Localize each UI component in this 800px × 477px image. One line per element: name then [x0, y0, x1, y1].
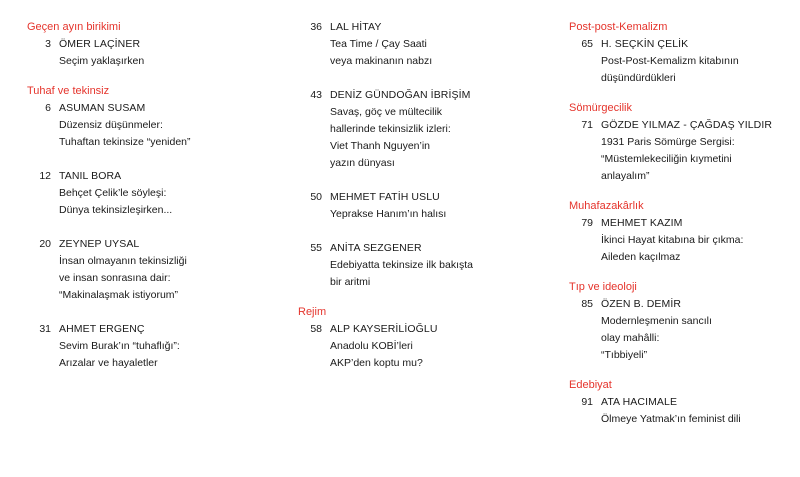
- page-number: 3: [45, 38, 51, 50]
- article-title-line: “Makinalaşmak istiyorum”: [59, 289, 179, 301]
- entry-header: [298, 321, 538, 338]
- article-title-line: Tea Time / Çay Saati: [330, 38, 427, 50]
- section-title: Geçen ayın birikimi: [27, 21, 121, 33]
- toc-entry[interactable]: [27, 100, 257, 151]
- toc-section: [298, 19, 538, 291]
- author-name: ASUMAN SUSAM: [59, 102, 146, 114]
- page-number: 55: [310, 242, 322, 254]
- article-title-line: Edebiyatta tekinsize ilk bakışta: [330, 259, 473, 271]
- page-number: 71: [581, 119, 593, 131]
- toc-entry[interactable]: [27, 36, 257, 70]
- section-title: Rejim: [298, 306, 327, 318]
- article-title-line: Anadolu KOBİ’leri: [330, 340, 413, 352]
- toc-entry[interactable]: [298, 321, 538, 372]
- toc-column-3: [569, 19, 794, 441]
- page-number: 36: [310, 21, 322, 33]
- page-number: 65: [581, 38, 593, 50]
- article-title-line: Arızalar ve hayaletler: [59, 357, 158, 369]
- section-title: Tuhaf ve tekinsiz: [27, 85, 110, 97]
- article-title-line: veya makinanın nabzı: [330, 55, 433, 67]
- article-title-line: Savaş, göç ve mültecilik: [330, 106, 443, 118]
- section-title: Tıp ve ideoloji: [569, 281, 637, 293]
- article-title-line: İnsan olmayanın tekinsizliği: [59, 255, 187, 267]
- author-name: ÖMER LAÇİNER: [59, 38, 141, 50]
- section-title: Muhafazakârlık: [569, 200, 644, 212]
- page-number: 85: [581, 298, 593, 310]
- author-name: DENİZ GÜNDOĞAN İBRİŞİM: [330, 89, 471, 101]
- article-title-line: hallerinde tekinsizlik izleri:: [330, 123, 451, 135]
- author-name: AHMET ERGENÇ: [59, 323, 145, 335]
- article-title-line: Yeprakse Hanım’ın halısı: [330, 208, 447, 220]
- author-name: TANIL BORA: [59, 170, 122, 182]
- author-name: MEHMET KAZIM: [601, 217, 683, 229]
- page-number: 43: [310, 89, 322, 101]
- toc-entry[interactable]: [298, 87, 538, 172]
- toc-entry[interactable]: [569, 117, 794, 185]
- entry-header: [569, 394, 794, 411]
- toc-section: [569, 198, 794, 266]
- toc-section: [27, 19, 257, 70]
- article-title-line: Tuhaftan tekinsize “yeniden”: [59, 136, 191, 148]
- article-title-line: yazın dünyası: [330, 157, 395, 169]
- article-title-line: “Tıbbiyeli”: [601, 349, 648, 361]
- section-title: Post-post-Kemalizm: [569, 21, 668, 33]
- author-name: ZEYNEP UYSAL: [59, 238, 140, 250]
- page-number: 79: [581, 217, 593, 229]
- toc-entry[interactable]: [27, 236, 257, 304]
- article-title-line: Ölmeye Yatmak’ın feminist dili: [601, 413, 741, 425]
- article-title-line: bir aritmi: [330, 276, 371, 288]
- article-title-line: Aileden kaçılmaz: [601, 251, 681, 263]
- entry-header: [298, 87, 538, 104]
- article-title-line: Modernleşmenin sancılı: [601, 315, 712, 327]
- article-title-line: Sevim Burak’ın “tuhaflığı”:: [59, 340, 180, 352]
- article-title-line: AKP’den koptu mu?: [330, 357, 423, 369]
- toc-section: [569, 377, 794, 428]
- page-number: 20: [39, 238, 51, 250]
- author-name: MEHMET FATİH USLU: [330, 191, 440, 203]
- page-number: 58: [310, 323, 322, 335]
- entry-header: [569, 215, 794, 232]
- author-name: LAL HİTAY: [330, 21, 382, 33]
- article-title-line: “Müstemlekeciliğin kıymetini: [601, 153, 732, 165]
- entry-header: [298, 240, 538, 257]
- toc-entry[interactable]: [569, 215, 794, 266]
- article-title-line: ve insan sonrasına dair:: [59, 272, 171, 284]
- toc-entry[interactable]: [569, 36, 794, 87]
- entry-header: [27, 36, 257, 53]
- author-name: GÖZDE YILMAZ - ÇAĞDAŞ YILDIR: [601, 119, 773, 131]
- toc-column-2: [298, 19, 538, 385]
- page-number: 31: [39, 323, 51, 335]
- toc-section: [569, 100, 794, 185]
- page-number: 50: [310, 191, 322, 203]
- toc-entry[interactable]: [298, 19, 538, 70]
- article-title-line: Dünya tekinsizleşirken...: [59, 204, 173, 216]
- toc-section: [569, 19, 794, 87]
- toc-entry[interactable]: [27, 321, 257, 372]
- page-number: 12: [39, 170, 51, 182]
- article-title-line: anlayalım”: [601, 170, 650, 182]
- entry-header: [569, 117, 794, 134]
- article-title-line: Behçet Çelik’le söyleşi:: [59, 187, 167, 199]
- page-number: 6: [45, 102, 51, 114]
- toc-entry[interactable]: [569, 296, 794, 364]
- toc-entry[interactable]: [298, 189, 538, 223]
- toc-section: [569, 279, 794, 364]
- entry-header: [298, 189, 538, 206]
- page-number: 91: [581, 396, 593, 408]
- entry-header: [27, 100, 257, 117]
- author-name: ATA HACIMALE: [601, 396, 678, 408]
- entry-header: [27, 236, 257, 253]
- article-title-line: Düzensiz düşünmeler:: [59, 119, 163, 131]
- author-name: H. SEÇKİN ÇELİK: [601, 38, 689, 50]
- toc-section: [298, 304, 538, 372]
- article-title-line: 1931 Paris Sömürge Sergisi:: [601, 136, 735, 148]
- article-title-line: Post-Post-Kemalizm kitabının: [601, 55, 739, 67]
- author-name: ÖZEN B. DEMİR: [601, 298, 682, 310]
- article-title-line: Seçim yaklaşırken: [59, 55, 145, 67]
- entry-header: [298, 19, 538, 36]
- entry-header: [569, 36, 794, 53]
- toc-entry[interactable]: [569, 394, 794, 428]
- author-name: ANİTA SEZGENER: [330, 242, 422, 254]
- toc-entry[interactable]: [298, 240, 538, 291]
- article-title-line: olay mahâlli:: [601, 332, 660, 344]
- section-title: Sömürgecilik: [569, 102, 632, 114]
- toc-entry[interactable]: [27, 168, 257, 219]
- toc-section: [27, 83, 257, 372]
- article-title-line: Viet Thanh Nguyen’in: [330, 140, 431, 152]
- toc-column-1: [27, 19, 257, 385]
- entry-header: [27, 321, 257, 338]
- article-title-line: İkinci Hayat kitabına bir çıkma:: [601, 234, 744, 246]
- entry-header: [27, 168, 257, 185]
- article-title-line: düşündürdükleri: [601, 72, 676, 84]
- section-title: Edebiyat: [569, 379, 612, 391]
- entry-header: [569, 296, 794, 313]
- author-name: ALP KAYSERİLİOĞLU: [330, 323, 438, 335]
